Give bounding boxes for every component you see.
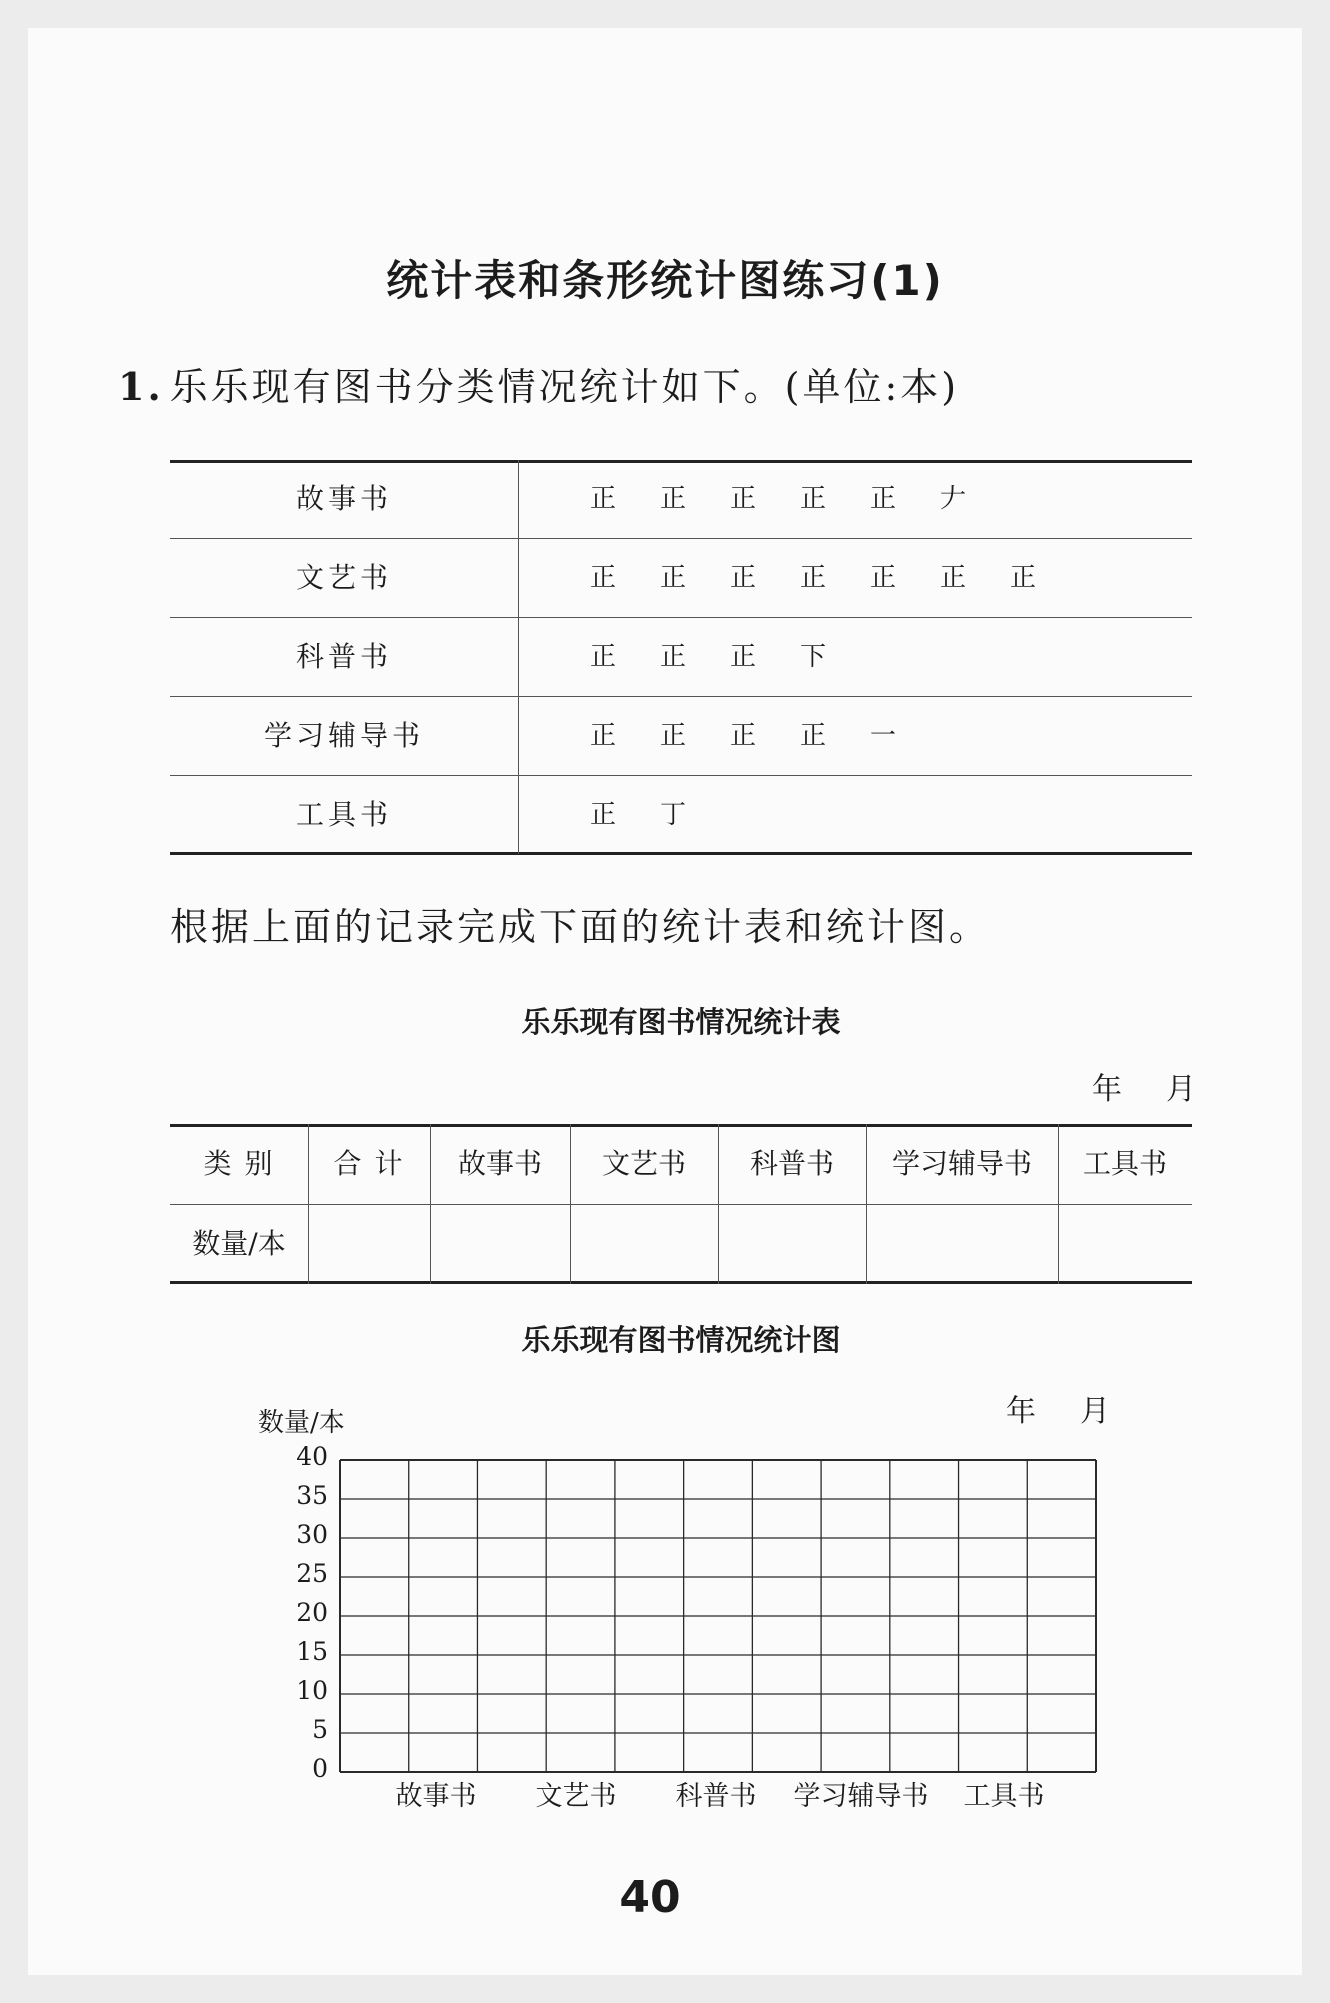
x-category-label: 工具书 xyxy=(963,1781,1045,1812)
tally-category: 学习辅导书 xyxy=(263,719,424,752)
tally-marks xyxy=(590,539,1080,617)
tally-mark: 正 xyxy=(870,484,897,514)
page-title: 统计表和条形统计图练习(1) xyxy=(386,256,944,305)
tally-row xyxy=(170,697,1192,775)
tally-marks xyxy=(590,618,870,696)
tally-table xyxy=(170,460,1192,854)
y-tick: 15 xyxy=(296,1637,328,1666)
tally-row xyxy=(170,460,1192,538)
tally-mark: 正 xyxy=(660,484,687,514)
header-total: 合 计 xyxy=(333,1147,405,1180)
date-year-label: 年 xyxy=(1092,1072,1124,1107)
x-category-label: 故事书 xyxy=(395,1781,477,1812)
tally-mark: 正 xyxy=(660,563,687,593)
x-category-label: 学习辅导书 xyxy=(793,1781,929,1812)
tally-category: 文艺书 xyxy=(295,561,392,594)
tally-mark: 正 xyxy=(730,721,757,751)
tally-mark: 正 xyxy=(590,721,617,751)
tally-mark: 下 xyxy=(800,642,827,672)
date-month-label: 月 xyxy=(1080,1394,1112,1429)
tally-category: 故事书 xyxy=(295,482,392,515)
tally-mark: 正 xyxy=(660,642,687,672)
row-label-quantity: 数量/本 xyxy=(192,1227,286,1260)
tally-marks xyxy=(590,697,940,775)
chart-title: 乐乐现有图书情况统计图 xyxy=(521,1323,841,1357)
tally-mark: 正 xyxy=(730,642,757,672)
chart-date xyxy=(1006,1386,1112,1430)
tally-mark: 一 xyxy=(870,721,897,751)
tally-mark: 正 xyxy=(940,563,967,593)
chart-grid[interactable] xyxy=(330,1450,1108,1778)
tally-category: 科普书 xyxy=(295,640,392,673)
question-text: 乐乐现有图书分类情况统计如下。(单位:本) xyxy=(169,365,960,409)
cell-science-books[interactable] xyxy=(718,1204,866,1284)
tally-marks xyxy=(590,460,1010,538)
tally-mark: 正 xyxy=(590,800,617,830)
header-literature-books: 文艺书 xyxy=(601,1147,686,1180)
tally-mark: 𠂇 xyxy=(940,484,967,514)
header-story-books: 故事书 xyxy=(457,1147,542,1180)
tally-mark: 正 xyxy=(800,484,827,514)
tally-category: 工具书 xyxy=(295,798,392,831)
tally-row xyxy=(170,618,1192,696)
cell-story-books[interactable] xyxy=(430,1204,570,1284)
tally-mark: 正 xyxy=(730,484,757,514)
tally-mark: 丁 xyxy=(660,800,687,830)
tally-mark: 正 xyxy=(800,721,827,751)
tally-mark: 正 xyxy=(870,563,897,593)
y-tick: 30 xyxy=(296,1520,328,1549)
stat-table xyxy=(170,1124,1192,1284)
header-category: 类 别 xyxy=(203,1147,275,1180)
date-month-label: 月 xyxy=(1166,1072,1198,1107)
y-tick: 0 xyxy=(312,1754,328,1783)
tally-marks xyxy=(590,776,730,854)
y-tick: 5 xyxy=(312,1715,328,1744)
x-category-label: 科普书 xyxy=(675,1781,757,1812)
tally-mark: 正 xyxy=(1010,563,1037,593)
chart-y-axis-label: 数量/本 xyxy=(258,1408,345,1438)
date-year-label: 年 xyxy=(1006,1394,1038,1429)
tally-mark: 正 xyxy=(590,642,617,672)
header-reference-books: 工具书 xyxy=(1082,1147,1167,1180)
y-tick: 25 xyxy=(296,1559,328,1588)
header-study-guide-books: 学习辅导书 xyxy=(891,1147,1032,1180)
question-1 xyxy=(118,356,959,411)
y-tick: 40 xyxy=(296,1442,328,1471)
x-category-label: 文艺书 xyxy=(535,1781,617,1812)
instruction-text: 根据上面的记录完成下面的统计表和统计图。 xyxy=(170,905,991,949)
page-number: 40 xyxy=(619,1872,681,1923)
y-tick: 35 xyxy=(296,1481,328,1510)
tally-mark: 正 xyxy=(800,563,827,593)
y-tick: 20 xyxy=(296,1598,328,1627)
cell-literature-books[interactable] xyxy=(570,1204,718,1284)
tally-row xyxy=(170,539,1192,617)
tally-mark: 正 xyxy=(590,563,617,593)
y-tick: 10 xyxy=(296,1676,328,1705)
header-science-books: 科普书 xyxy=(749,1147,834,1180)
tally-row xyxy=(170,776,1192,854)
cell-total[interactable] xyxy=(308,1204,430,1284)
stat-table-date xyxy=(1092,1064,1198,1108)
cell-study-guide-books[interactable] xyxy=(866,1204,1058,1284)
cell-reference-books[interactable] xyxy=(1058,1204,1192,1284)
question-number: 1. xyxy=(118,364,164,409)
tally-mark: 正 xyxy=(590,484,617,514)
tally-mark: 正 xyxy=(660,721,687,751)
tally-mark: 正 xyxy=(730,563,757,593)
stat-table-title: 乐乐现有图书情况统计表 xyxy=(521,1005,841,1039)
